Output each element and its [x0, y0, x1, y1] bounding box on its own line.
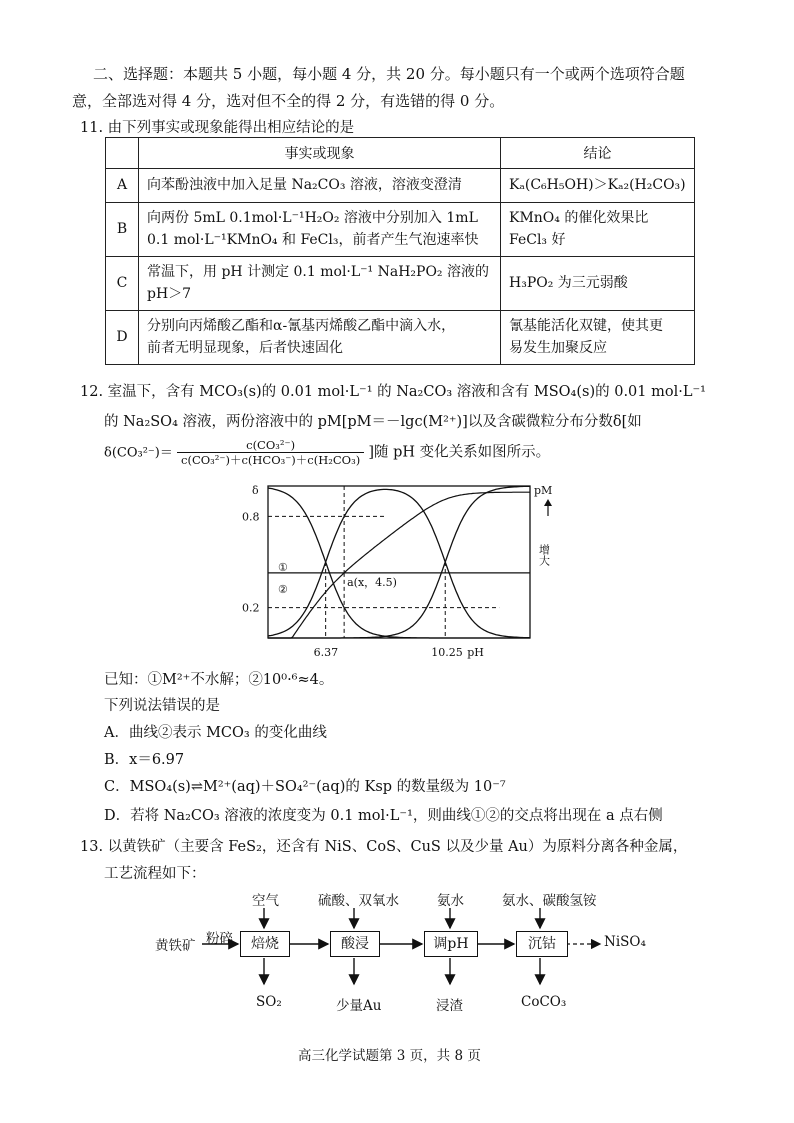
header-conclusion: 结论 [501, 138, 695, 169]
process-flow-arrows [140, 880, 700, 1020]
flow-output-au: 少量Au [336, 998, 382, 1014]
y-tick-0.8: 0.8 [242, 510, 260, 524]
flow-output-so2: SO₂ [256, 994, 282, 1010]
y-axis-label-left: δ [252, 484, 259, 497]
flow-step-acid-leach: 酸浸 [330, 931, 380, 957]
curve-2 [268, 492, 530, 638]
q12-option-c: C．MSO₄(s)⇌M²⁺(aq)＋SO₄²⁻(aq)的 Ksp 的数量级为 10⁻⁷ [104, 779, 506, 795]
point-a-label: a(x，4.5) [347, 575, 397, 589]
q13-line-2: 工艺流程如下： [104, 866, 206, 882]
flow-step-roast: 焙烧 [240, 931, 290, 957]
q11-stem: 11. 由下列事实或现象能得出相应结论的是 [80, 120, 355, 136]
page-footer: 高三化学试题第 3 页，共 8 页 [298, 1048, 481, 1064]
flow-input-ammonia: 氨水 [437, 893, 464, 909]
q12-option-a: A．曲线②表示 MCO₃ 的变化曲线 [104, 725, 327, 741]
flow-input-air: 空气 [252, 893, 279, 909]
flow-output-coco3: CoCO₃ [521, 994, 567, 1010]
flow-step-precipitate-co: 沉钴 [516, 931, 568, 957]
q12-known: 已知：①M²⁺不水解；②10⁰·⁶≈4。 [104, 672, 334, 688]
right-axis-note: 增大 [537, 544, 551, 566]
y-tick-0.2: 0.2 [242, 601, 260, 615]
q12-line-3: δ(CO₃²⁻)＝ $\frac{\text{c(CO₃²⁻)}}{\text{c(CO₃²⁻)＋c(HCO₃⁻)＋c(H₂CO₃)}}$ ]随 pH 变化关系如图所示。 [104, 438, 551, 468]
distribution-chart [240, 478, 560, 668]
section-line-1: 二、选择题：本题共 5 小题，每小题 4 分，共 20 分。每小题只有一个或两个选项符合题 [93, 65, 685, 83]
table-row: A 向苯酚浊液中加入足量 Na₂CO₃ 溶液，溶液变澄清 Kₐ(C₆H₅OH)＞Kₐ₂(H₂CO₃) [106, 169, 695, 203]
x-tick-10.25: 10.25 [431, 646, 463, 659]
table-row: D 分别向丙烯酸乙酯和α-氰基丙烯酸乙酯中滴入水， 前者无明显现象，后者快速固化 氰基能活化双键，使其更 易发生加聚反应 [106, 311, 695, 365]
flow-output-residue: 浸渣 [436, 998, 463, 1014]
x-axis-label: pH [467, 646, 484, 659]
table-row: C 常温下，用 pH 计测定 0.1 mol·L⁻¹ NaH₂PO₂ 溶液的 pH＞7 H₃PO₂ 为三元弱酸 [106, 257, 695, 311]
q11-table [105, 137, 695, 365]
flow-input-ammonia-bicarb: 氨水、碳酸氢铵 [502, 893, 597, 909]
curve-label-2: ② [278, 582, 288, 596]
flow-final-niso4: NiSO₄ [604, 934, 646, 950]
header-fact: 事实或现象 [139, 138, 501, 169]
flow-step-adjust-ph: 调pH [424, 931, 478, 957]
flow-input-acid: 硫酸、双氧水 [318, 893, 399, 909]
right-axis-arrowhead [544, 499, 552, 506]
q12-option-b: B．x＝6.97 [104, 752, 185, 768]
curve-label-1: ① [278, 560, 288, 574]
section-line-2: 意，全部选对得 4 分，选对但不全的得 2 分，有选错的得 0 分。 [72, 92, 505, 110]
q12-prompt: 下列说法错误的是 [104, 698, 220, 714]
q13-line-1: 13. 以黄铁矿（主要含 FeS₂，还含有 NiS、CoS、CuS 以及少量 Au）为原料分离各种金属， [80, 839, 688, 855]
q12-line-1: 12. 室温下，含有 MCO₃(s)的 0.01 mol·L⁻¹ 的 Na₂CO₃ 溶液和含有 MSO₄(s)的 0.01 mol·L⁻¹ [80, 384, 706, 400]
table-row: B 向两份 5mL 0.1mol·L⁻¹H₂O₂ 溶液中分别加入 1mL 0.1 mol·L⁻¹KMnO₄ 和 FeCl₃，前者产生气泡速率快 KMnO₄ 的催化效果比 FeCl₃ 好 [106, 203, 695, 257]
x-tick-6.37: 6.37 [313, 646, 339, 659]
q12-line-2: 的 Na₂SO₄ 溶液，两份溶液中的 pM[pM＝－lgc(M²⁺)]以及含碳微粒分布分数δ[如 [104, 414, 642, 430]
y-axis-label-right: pM [534, 484, 553, 497]
q12-option-d: D．若将 Na₂CO₃ 溶液的浓度变为 0.1 mol·L⁻¹，则曲线①②的交点将出现在 a 点右侧 [104, 808, 663, 824]
flow-crush: 粉碎 [206, 931, 233, 947]
flow-raw: 黄铁矿 [155, 938, 196, 954]
